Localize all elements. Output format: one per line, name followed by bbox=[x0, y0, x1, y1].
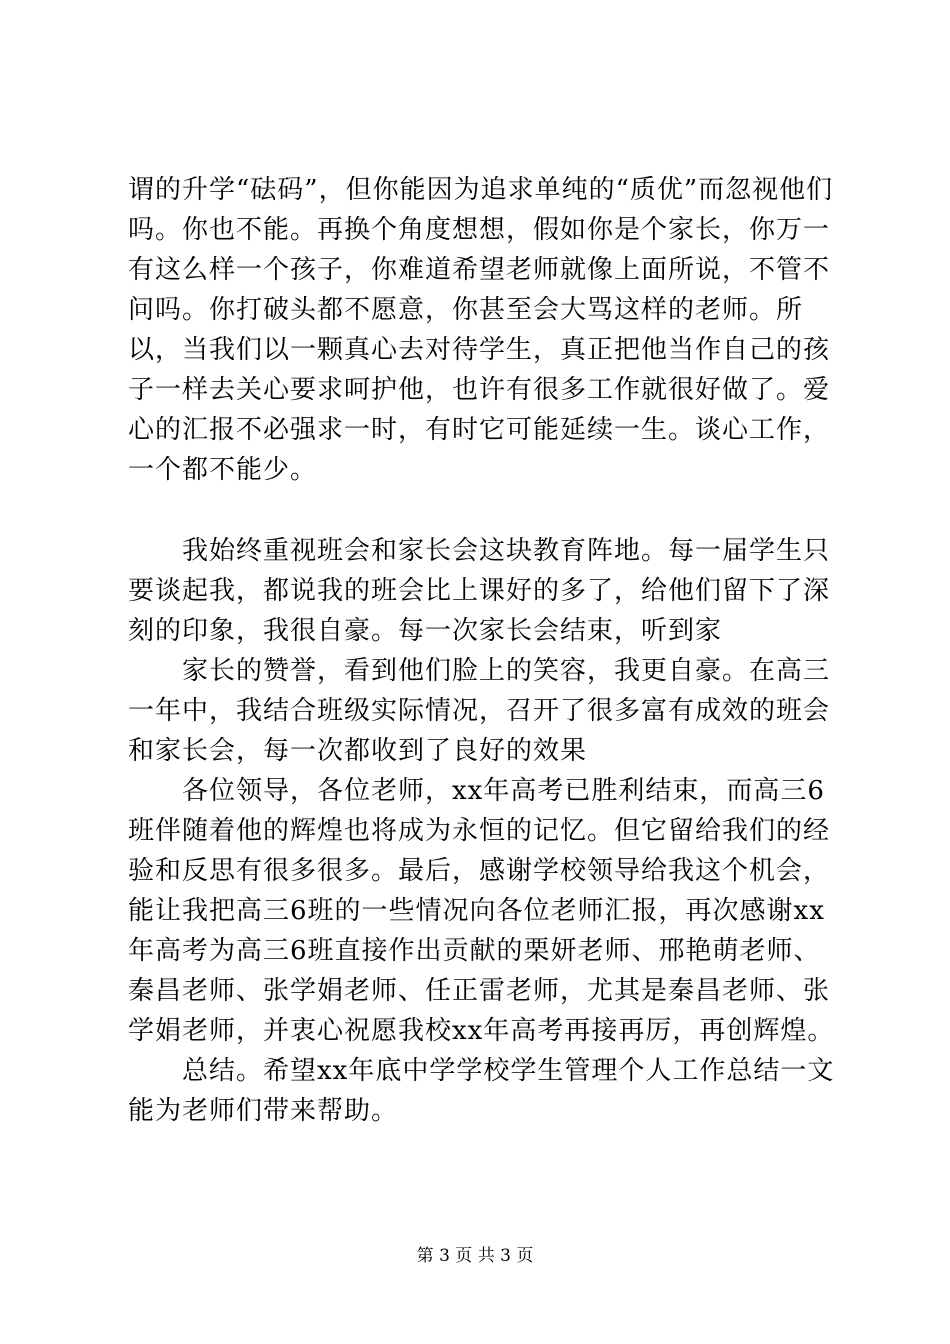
paragraph-summary: 总结。希望xx年底中学学校学生管理个人工作总结一文能为老师们带来帮助。 bbox=[128, 1056, 835, 1126]
page-footer: 第 3 页 共 3 页 bbox=[416, 1246, 534, 1266]
paragraph-thanks: 各位领导，各位老师，xx年高考已胜利结束，而高三6班伴随着他的辉煌也将成为永恒的记忆。但它留给我们的经验和反思有很多很多。最后，感谢学校领导给我这个机会，能让我把高三6班的一些情况向各位老师汇报，再次感谢xx年高考为高三6班直接作出贡献的栗妍老师、邢艳萌老师、秦昌老师、张学娟老师、任正雷老师，尤其是秦昌老师、张学娟老师，并衷心祝愿我校xx年高考再接再厉，再创辉煌。 bbox=[128, 776, 835, 1046]
paragraph-parent-praise: 家长的赞誉，看到他们脸上的笑容，我更自豪。在高三一年中，我结合班级实际情况，召开了很多富有成效的班会和家长会，每一次都收到了良好的效果 bbox=[128, 656, 831, 766]
paragraph-continued: 谓的升学“砝码”，但你能因为追求单纯的“质优”而忽视他们吗。你也不能。再换个角度想想，假如你是个家长，你万一有这么样一个孩子，你难道希望老师就像上面所说，不管不问吗。你打破头都不愿意，你甚至会大骂这样的老师。所以，当我们以一颗真心去对待学生，真正把他当作自己的孩子一样去关心要求呵护他，也许有很多工作就很好做了。爱心的汇报不必强求一时，有时它可能延续一生。谈心工作，一个都不能少。 bbox=[128, 175, 834, 485]
document-body bbox=[128, 170, 838, 1131]
paragraph-class-meetings: 我始终重视班会和家长会这块教育阵地。每一届学生只要谈起我，都说我的班会比上课好的多了，给他们留下了深刻的印象，我很自豪。每一次家长会结束，听到家 bbox=[128, 536, 831, 646]
